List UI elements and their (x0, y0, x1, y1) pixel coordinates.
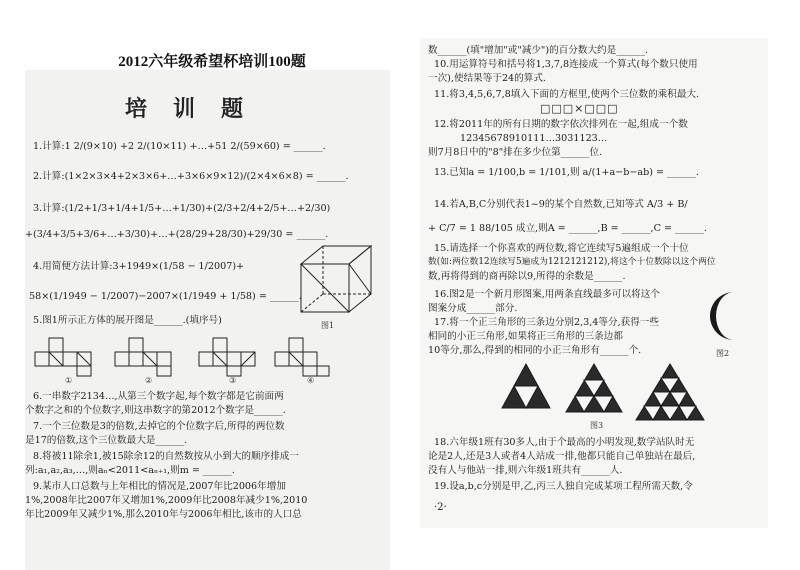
question-1: 1.计算:1 2/(9×10) +2 2/(10×11) +…+51 2/(59×60) = ______. (33, 141, 326, 152)
question-2: 2.计算:(1×2×3×4+2×3×6+…+3×6×9×12)/(2×4×6×8) = ______. (33, 171, 349, 182)
question-9-line-2: 1%,2008年比2007年又增加1%,2009年比2008年减少1%,2010 (25, 495, 308, 506)
question-18-line-1: 18.六年级1班有30多人,由于个最高的小明发现,数学站队时无 (434, 437, 695, 448)
cube-nets-figure (31, 332, 331, 378)
question-3-line-2: +(3/4+3/5+3/6+…+3/30)+…+(28/29+28/30)+29/30 = ______. (25, 229, 329, 240)
net-label-2: ② (145, 376, 153, 385)
question-14-line-2: + C/7 = 1 88/105 成立,则A = ______,B = ______,C = ______. (428, 223, 707, 234)
crescent-figure (708, 290, 748, 342)
question-18-line-2: 论是2人,还是3人或者4人站成一排,他都只能自己单独站在最后, (428, 451, 696, 462)
question-15-line-1: 15.请选择一个你喜欢的两位数,将它连续写5遍组成一个十位 (434, 243, 689, 254)
question-10-line-2: 一次),使结果等于24的算式. (428, 73, 546, 84)
figure-2-label: 图2 (716, 349, 730, 358)
question-6-line-1: 6.一串数字2134…,从第三个数字起,每个数字都是它前面两 (33, 391, 284, 402)
question-9-line-4: 数______(填"增加"或"减少")的百分数大约是______. (428, 45, 649, 56)
left-page (25, 70, 390, 570)
triangles-figure (500, 362, 710, 426)
question-17-line-2: 相同的小正三角形,如果将正三角形的三条边都 (428, 331, 623, 342)
question-16-line-1: 16.图2是一个新月形图案,用两条直线最多可以将这个 (434, 289, 660, 300)
question-9-line-1: 9.某市人口总数与上年相比的情况是,2007年比2006年增加 (33, 481, 286, 492)
question-17-line-3: 10等分,那么,得到的相同的小正三角形有______个. (428, 345, 642, 356)
question-12-line-1: 12.将2011年的所有日期的数字依次排列在一起,组成一个数 (434, 119, 688, 130)
question-10-line-1: 10.用运算符号和括号将1,3,7,8连接成一个算式(每个数只使用 (434, 59, 698, 70)
figure-1-label: 图1 (321, 321, 335, 330)
question-15-line-2: 数(如:两位数12连续写5遍成为1212121212),将这个十位数除以这个两位 (428, 257, 716, 267)
question-12-line-2: 12345678910111…3031123… (460, 133, 608, 144)
question-18-line-3: 没有人与他站一排,则六年级1班共有______人. (428, 465, 623, 476)
question-17-line-1: 17.将一个正三角形的三条边分别2,3,4等分,获得一些 (434, 317, 659, 328)
question-13: 13.已知a = 1/100,b = 1/101,则 a/(1+a−b−ab) = ______. (434, 167, 699, 178)
question-4-line-1: 4.用简便方法计算:3+1949×(1/58 − 1/2007)+ (33, 261, 245, 272)
document-title: 2012六年级希望杯培训100题 (118, 54, 306, 70)
page-heading: 培训题 (125, 96, 270, 122)
cube-figure (293, 242, 383, 322)
question-11-boxes: □□□×□□□ (540, 102, 619, 115)
right-page (420, 38, 768, 528)
question-8-line-1: 8.将被11除余1,被15除余12的自然数按从小到大的顺序排成一 (33, 451, 299, 462)
question-5: 5.图1所示正方体的展开图是______.(填序号) (33, 315, 222, 326)
question-7-line-1: 7.一个三位数是3的倍数,去掉它的个位数字后,所得的两位数 (33, 421, 285, 432)
net-label-3: ③ (229, 376, 237, 385)
question-11: 11.将3,4,5,6,7,8填入下面的方框里,使两个三位数的乘积最大. (434, 89, 700, 100)
page-number: ·2· (434, 502, 447, 513)
question-8-line-2: 列:a₁,a₂,a₃,…,则aₙ<2011<aₙ₊₁,则m = ______. (25, 465, 235, 476)
question-4-line-2: 58×(1/1949 − 1/2007)−2007×(1/1949 + 1/58) = ______. (29, 291, 302, 302)
question-9-line-3: 年比2009年又减少1%,那么2010年与2006年相比,该市的人口总 (25, 509, 302, 520)
question-14-line-1: 14.若A,B,C分别代表1~9的某个自然数,已知等式 A/3 + B/ (434, 199, 688, 210)
question-3-line-1: 3.计算:(1/2+1/3+1/4+1/5+…+1/30)+(2/3+2/4+2/5+…+2/30) (33, 203, 331, 214)
question-7-line-2: 是17的倍数,这个三位数最大是______. (25, 435, 188, 446)
figure-3-label: 图3 (590, 421, 604, 430)
question-19: 19.设a,b,c分别是甲,乙,丙三人独自完成某项工程所需天数,令 (434, 481, 693, 492)
net-label-1: ① (65, 376, 73, 385)
question-15-line-3: 数,再将得到的商再除以9,所得的余数是______. (428, 271, 626, 282)
question-6-line-2: 个数字之和的个位数字,则这串数字的第2012个数字是______. (25, 405, 286, 416)
question-16-line-2: 图案分成______部分. (428, 303, 518, 314)
question-12-line-3: 则7月8日中的"8"排在多少位第______位. (428, 147, 603, 158)
net-label-4: ④ (307, 376, 315, 385)
